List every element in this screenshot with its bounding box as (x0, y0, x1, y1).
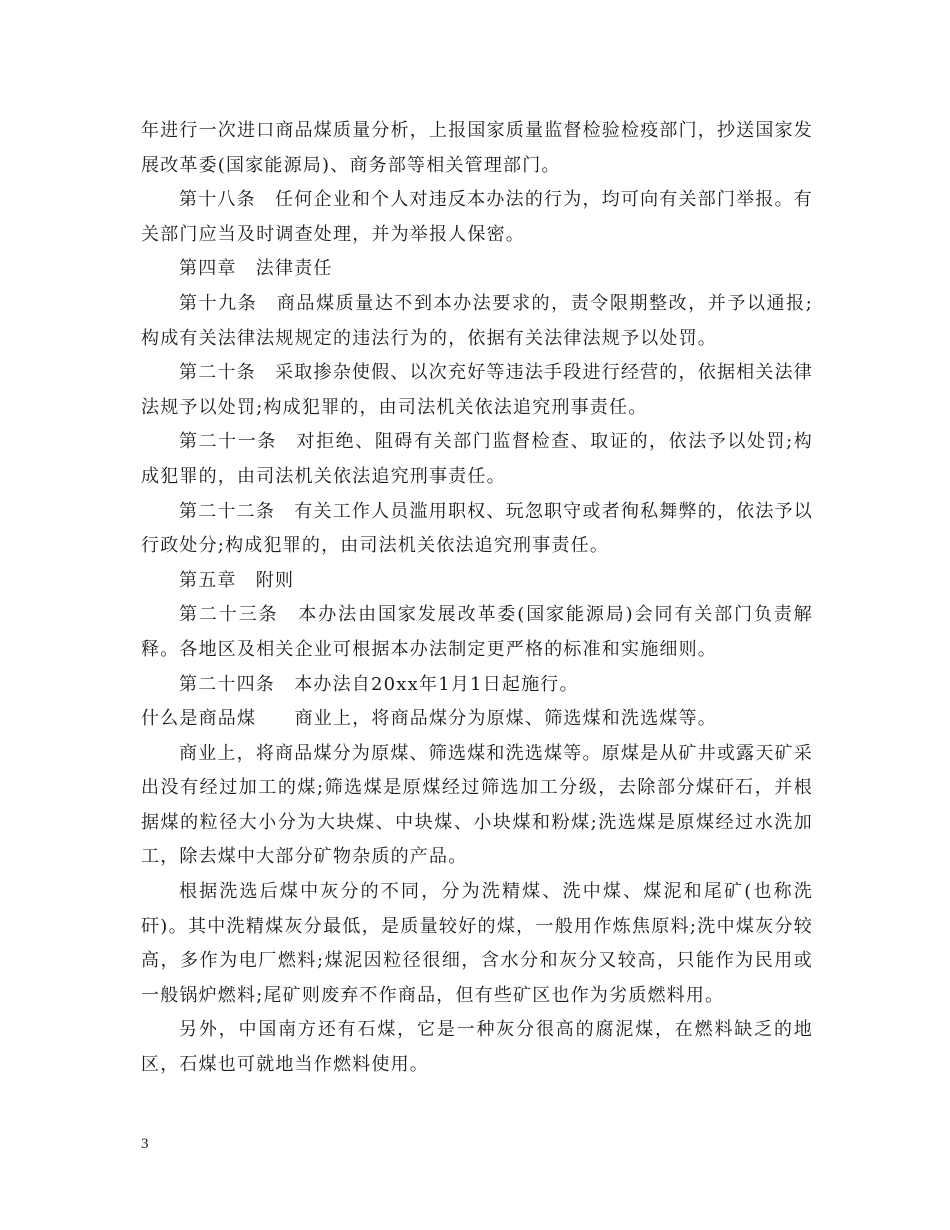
paragraph-stone-coal: 另外，中国南方还有石煤，它是一种灰分很高的腐泥煤，在燃料缺乏的地区，石煤也可就地当作燃料使用。 (141, 1019, 813, 1076)
chapter-heading-legal-liability: 第四章 法律责任 (179, 258, 333, 280)
paragraph-article-18: 第十八条 任何企业和个人对违反本办法的行为，均可向有关部门举报。有关部门应当及时调查处理，并为举报人保密。 (141, 189, 813, 245)
paragraph-coal-classification: 商业上，将商品煤分为原煤、筛选煤和洗选煤等。原煤是从矿井或露天矿采出没有经过加工的煤;筛选煤是原煤经过筛选加工分级，去除部分煤矸石，并根据煤的粒径大小分为大块煤、中块煤、小块煤和粉煤;洗选煤是原煤经过水洗加工，除去煤中大部分矿物杂质的产品。 (141, 742, 813, 868)
paragraph-article-23: 第二十三条 本办法由国家发展改革委(国家能源局)会同有关部门负责解释。各地区及相关企业可根据本办法制定更严格的标准和实施细则。 (141, 604, 813, 660)
document-body (141, 114, 813, 1083)
paragraph-import-coal-analysis: 年进行一次进口商品煤质量分析，上报国家质量监督检验检疫部门，抄送国家发展改革委(国家能源局)、商务部等相关管理部门。 (141, 120, 813, 176)
paragraph-article-20: 第二十条 采取掺杂使假、以次充好等违法手段进行经营的，依据相关法律法规予以处罚;构成犯罪的，由司法机关依法追究刑事责任。 (141, 362, 813, 418)
paragraph-article-22: 第二十二条 有关工作人员滥用职权、玩忽职守或者徇私舞弊的，依法予以行政处分;构成犯罪的，由司法机关依法追究刑事责任。 (141, 500, 813, 557)
paragraph-washed-coal-types: 根据洗选后煤中灰分的不同，分为洗精煤、洗中煤、煤泥和尾矿(也称洗矸)。其中洗精煤灰分最低，是质量较好的煤，一般用作炼焦原料;洗中煤灰分较高，多作为电厂燃料;煤泥因粒径很细，含水分和灰分又较高，只能作为民用或一般锅炉燃料;尾矿则废弃不作商品，但有些矿区也作为劣质燃料用。 (141, 881, 813, 1006)
chapter-heading-supplementary: 第五章 附则 (179, 569, 295, 591)
paragraph-article-24: 第二十四条 本办法自20xx年1月1日起施行。 (179, 673, 579, 695)
paragraph-what-is-commercial-coal: 什么是商品煤 商业上，将商品煤分为原煤、筛选煤和洗选煤等。 (141, 708, 717, 730)
page-number: 3 (141, 1136, 149, 1152)
paragraph-article-21: 第二十一条 对拒绝、阻碍有关部门监督检查、取证的，依法予以处罚;构成犯罪的，由司法机关依法追究刑事责任。 (141, 431, 813, 487)
paragraph-article-19: 第十九条 商品煤质量达不到本办法要求的，责令限期整改，并予以通报;构成有关法律法规规定的违法行为的，依据有关法律法规予以处罚。 (141, 292, 813, 349)
